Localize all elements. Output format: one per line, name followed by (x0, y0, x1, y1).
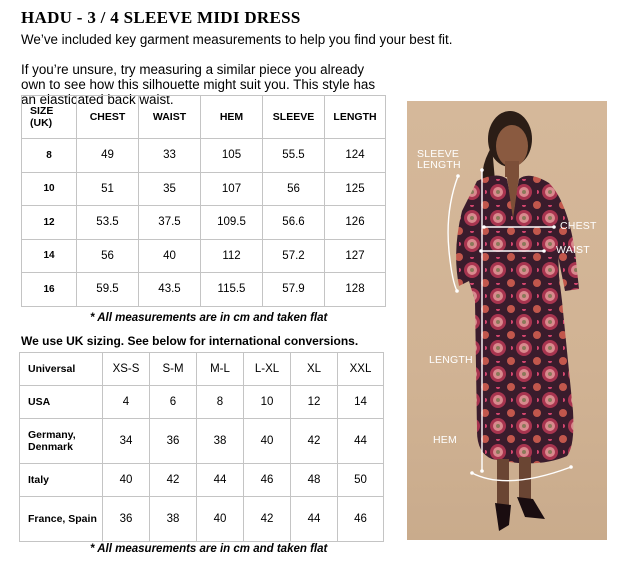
cell: 34 (103, 419, 150, 464)
table-row (22, 206, 386, 240)
cell-length: 126 (325, 206, 386, 240)
header-hem: HEM (201, 96, 263, 139)
cell: XL (291, 353, 338, 386)
model-photo (407, 101, 607, 540)
cell-length: 124 (325, 139, 386, 173)
cell: 36 (150, 419, 197, 464)
table-header-row (22, 96, 386, 139)
cell: 38 (150, 497, 197, 542)
cell-sleeve: 57.2 (263, 239, 325, 273)
cell: XXL (338, 353, 384, 386)
cell: 38 (197, 419, 244, 464)
cell-chest: 49 (77, 139, 139, 173)
table-row (20, 464, 384, 497)
cell: 46 (244, 464, 291, 497)
cell-size: 8 (22, 139, 77, 173)
cell-chest: 53.5 (77, 206, 139, 240)
table-row (22, 239, 386, 273)
cell-size: 14 (22, 239, 77, 273)
header-chest: CHEST (77, 96, 139, 139)
table-row (20, 419, 384, 464)
header-sleeve: SLEEVE (263, 96, 325, 139)
advice-text: If you’re unsure, try measuring a similar piece you already own to see how this silhouette might suit you. This style has an elasticated back waist. (21, 62, 376, 107)
cell-sleeve: 55.5 (263, 139, 325, 173)
table-row (20, 497, 384, 542)
cell: L-XL (244, 353, 291, 386)
cell: 42 (150, 464, 197, 497)
label-sleeve-length (417, 149, 461, 171)
page-title: HADU - 3 / 4 SLEEVE MIDI DRESS (21, 8, 301, 27)
cell: 4 (103, 386, 150, 419)
cell: XS-S (103, 353, 150, 386)
conversion-table (19, 352, 384, 542)
cell: 44 (338, 419, 384, 464)
cell: 44 (291, 497, 338, 542)
table-row (22, 172, 386, 206)
row-label: Italy (20, 464, 103, 497)
cell-waist: 40 (139, 239, 201, 273)
table-row (20, 386, 384, 419)
row-label: USA (20, 386, 103, 419)
cell-size: 10 (22, 172, 77, 206)
measurements-table (21, 95, 386, 307)
cell: 40 (244, 419, 291, 464)
cell-waist: 35 (139, 172, 201, 206)
label-length: LENGTH (429, 354, 473, 366)
header-size: SIZE (UK) (22, 96, 77, 139)
cell: 50 (338, 464, 384, 497)
cell: S-M (150, 353, 197, 386)
cell: 48 (291, 464, 338, 497)
cell: 12 (291, 386, 338, 419)
cell-waist: 33 (139, 139, 201, 173)
cell-sleeve: 57.9 (263, 273, 325, 307)
cell-length: 127 (325, 239, 386, 273)
table-row (20, 353, 384, 386)
cell-length: 128 (325, 273, 386, 307)
cell: 40 (103, 464, 150, 497)
header-length: LENGTH (325, 96, 386, 139)
cell-hem: 107 (201, 172, 263, 206)
cell: 40 (197, 497, 244, 542)
label-sleeve-line2: LENGTH (417, 159, 461, 171)
cell-chest: 56 (77, 239, 139, 273)
cell: 14 (338, 386, 384, 419)
cell: M-L (197, 353, 244, 386)
table-row (22, 139, 386, 173)
cell: 46 (338, 497, 384, 542)
cell-hem: 109.5 (201, 206, 263, 240)
label-chest: CHEST (560, 220, 597, 232)
label-sleeve-line1: SLEEVE (417, 148, 460, 160)
cell-chest: 59.5 (77, 273, 139, 307)
conversion-note: * All measurements are in cm and taken flat (90, 543, 328, 555)
row-label: Germany, Denmark (20, 419, 103, 464)
cell-sleeve: 56 (263, 172, 325, 206)
cell: 6 (150, 386, 197, 419)
measurements-note: * All measurements are in cm and taken flat (90, 312, 328, 324)
cell: 44 (197, 464, 244, 497)
cell-waist: 43.5 (139, 273, 201, 307)
cell: 42 (291, 419, 338, 464)
cell-size: 16 (22, 273, 77, 307)
cell-size: 12 (22, 206, 77, 240)
cell: 8 (197, 386, 244, 419)
cell-chest: 51 (77, 172, 139, 206)
label-hem: HEM (433, 434, 457, 446)
row-label: Universal (20, 353, 103, 386)
cell-length: 125 (325, 172, 386, 206)
conversion-intro: We use UK sizing. See below for international conversions. (21, 334, 359, 348)
cell-hem: 115.5 (201, 273, 263, 307)
row-label: France, Spain (20, 497, 103, 542)
cell-sleeve: 56.6 (263, 206, 325, 240)
cell: 10 (244, 386, 291, 419)
label-waist: WAIST (556, 244, 590, 256)
cell: 42 (244, 497, 291, 542)
cell-hem: 105 (201, 139, 263, 173)
cell: 36 (103, 497, 150, 542)
cell-hem: 112 (201, 239, 263, 273)
header-waist: WAIST (139, 96, 201, 139)
cell-waist: 37.5 (139, 206, 201, 240)
intro-text: We’ve included key garment measurements to help you find your best fit. (21, 32, 453, 47)
table-row (22, 273, 386, 307)
